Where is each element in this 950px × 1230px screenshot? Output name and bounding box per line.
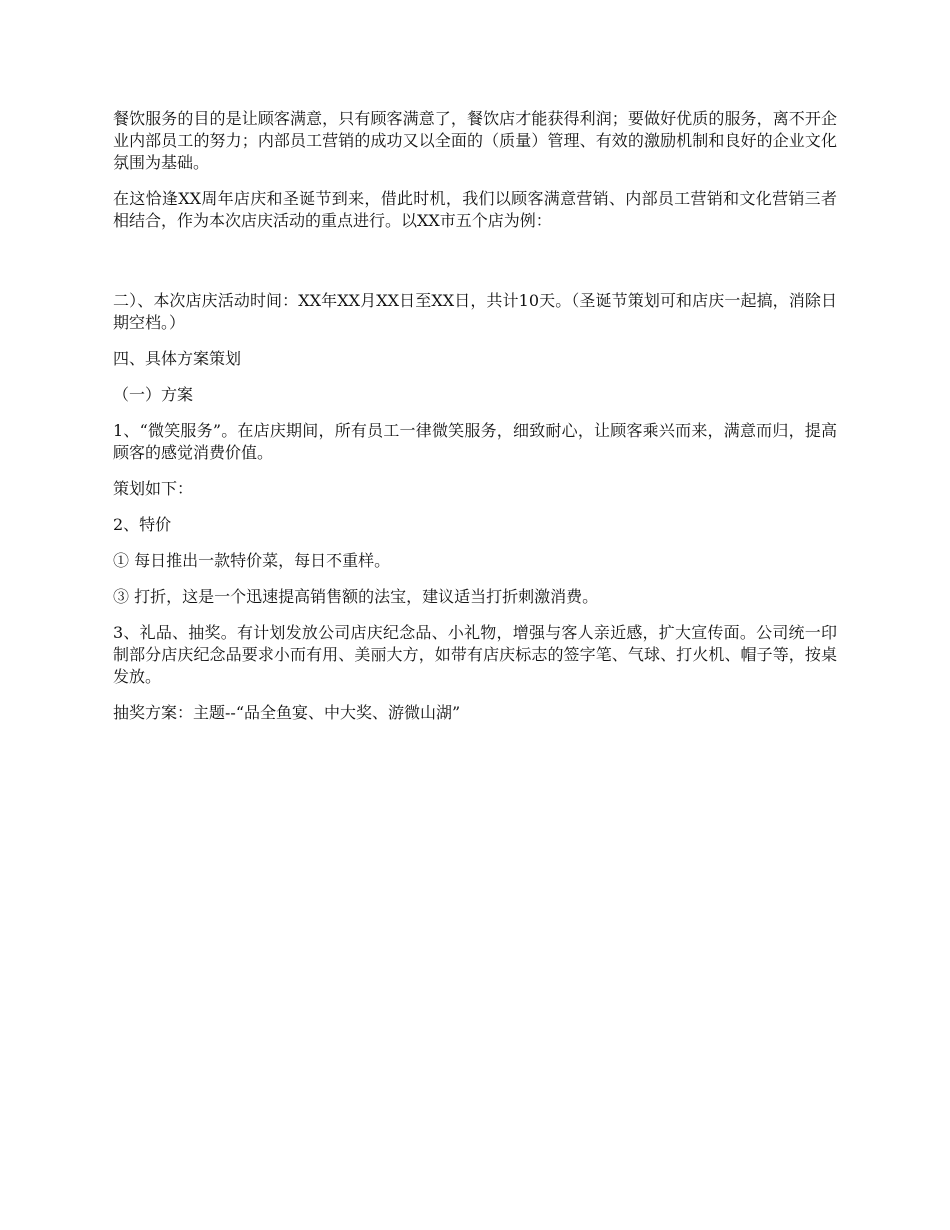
- plan-intro-line: 策划如下：: [113, 479, 194, 498]
- intro-paragraph: 餐饮服务的目的是让顾客满意，只有顾客满意了，餐饮店才能获得利润；要做好优质的服务，离不开企业内部员工的努力；内部员工营销的成功又以全面的（质量）管理、有效的激励机制和良好的企业文化氛围为基础。: [113, 109, 837, 172]
- document-page: [113, 108, 837, 738]
- subsection-heading-plan: （一）方案: [113, 385, 194, 404]
- smile-service-paragraph: 1、“微笑服务”。在店庆期间，所有员工一律微笑服务，细致耐心，让顾客乘兴而来，满意而归，提高顾客的感觉消费价值。: [113, 421, 837, 462]
- section-heading-plan: 四、具体方案策划: [113, 349, 242, 368]
- blank-gap: [113, 246, 837, 290]
- gifts-lottery-paragraph: 3、礼品、抽奖。有计划发放公司店庆纪念品、小礼物，增强与客人亲近感，扩大宣传面。公司统一印制部分店庆纪念品要求小而有用、美丽大方，如带有店庆标志的签字笔、气球、打火机、帽子等，按桌发放。: [113, 623, 837, 686]
- discount-item: ③ 打折，这是一个迅速提高销售额的法宝，建议适当打折刺激消费。: [113, 587, 599, 606]
- daily-special-item: ① 每日推出一款特价菜，每日不重样。: [113, 551, 391, 570]
- special-price-heading: 2、特价: [113, 515, 172, 534]
- anniversary-paragraph: 在这恰逢XX周年店庆和圣诞节到来，借此时机，我们以顾客满意营销、内部员工营销和文化营销三者相结合，作为本次店庆活动的重点进行。以XX市五个店为例：: [113, 189, 837, 230]
- lottery-theme-line: 抽奖方案：主题--“品全鱼宴、中大奖、游微山湖”: [113, 703, 461, 722]
- activity-time-paragraph: 二）、本次店庆活动时间：XX年XX月XX日至XX日，共计10天。（圣诞节策划可和店庆一起搞，消除日期空档。）: [113, 291, 837, 332]
